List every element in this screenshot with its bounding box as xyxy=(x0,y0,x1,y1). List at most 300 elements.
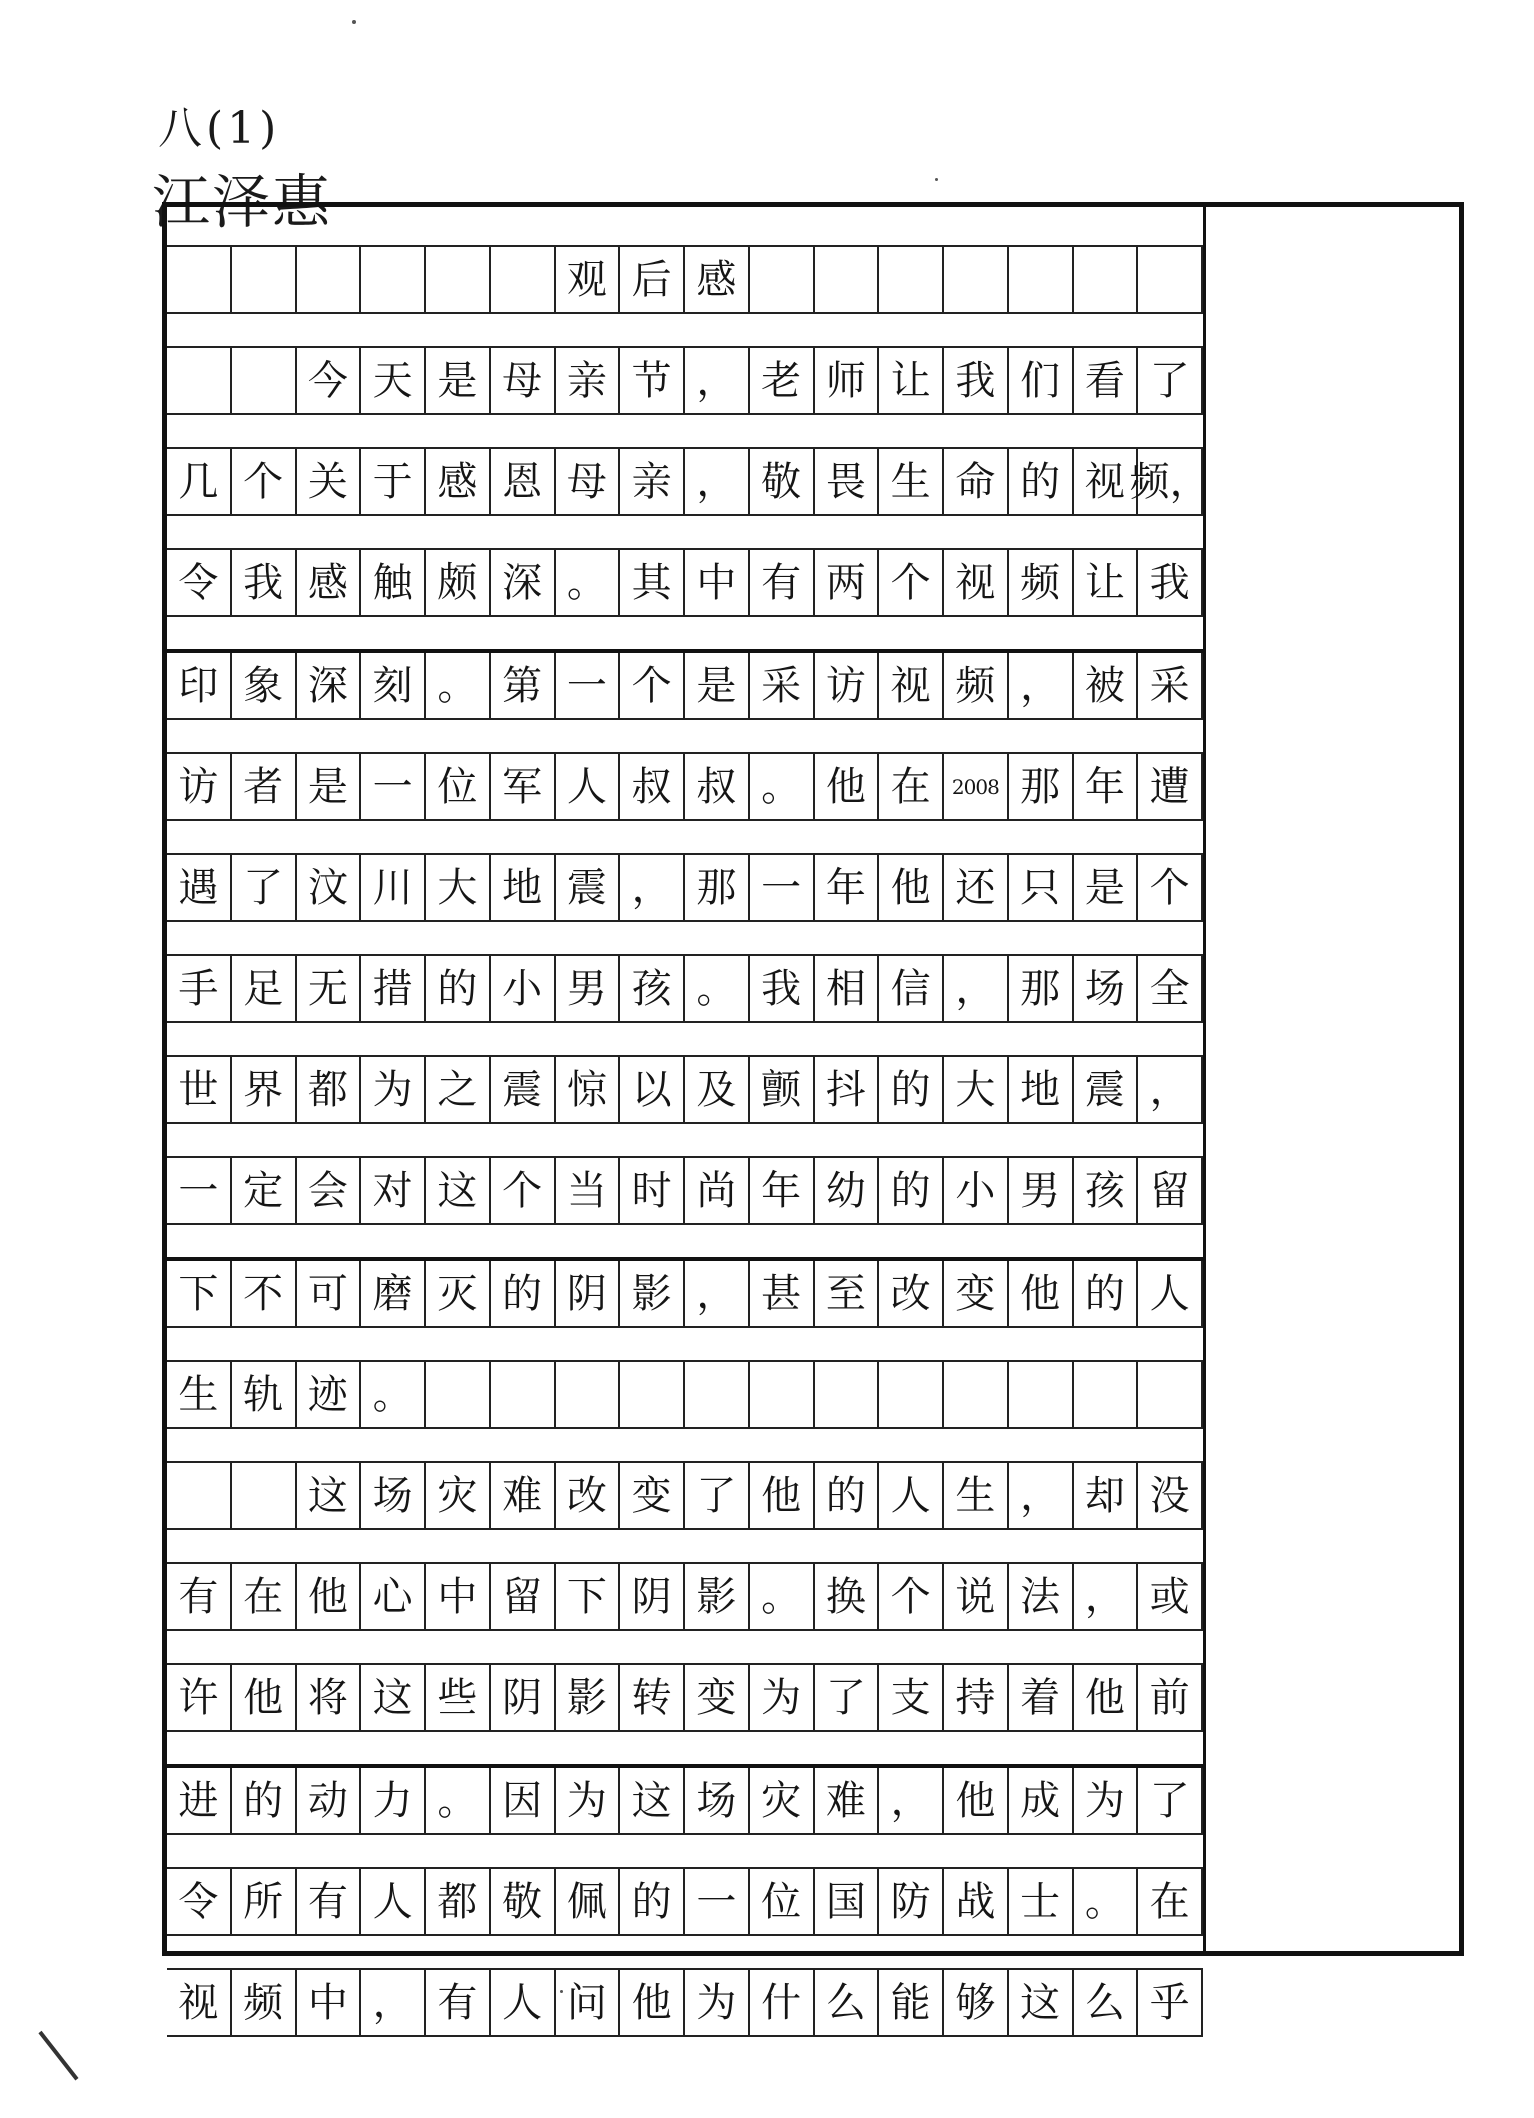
grid-cell: 两 xyxy=(815,550,880,615)
grid-cell: 感 xyxy=(426,449,491,514)
grid-cell: 感 xyxy=(685,247,750,312)
grid-cell: 前 xyxy=(1138,1665,1203,1730)
grid-row xyxy=(167,1764,1203,1835)
grid-cell: 以 xyxy=(620,1057,685,1122)
grid-cell xyxy=(1009,247,1074,312)
grid-cell: 相 xyxy=(815,956,880,1021)
grid-cell: 轨 xyxy=(232,1362,297,1427)
grid-cell: 视 xyxy=(879,653,944,718)
grid-cell: 了 xyxy=(815,1665,880,1730)
grid-cell: 人 xyxy=(491,1970,556,2035)
grid-cell: 他 xyxy=(879,855,944,920)
grid-cell: 着 xyxy=(1009,1665,1074,1730)
grid-cell: ， xyxy=(1138,1057,1203,1122)
grid-cell: 时 xyxy=(620,1158,685,1223)
grid-cell: ， xyxy=(361,1970,426,2035)
grid-cell: 他 xyxy=(944,1768,1009,1833)
grid-cell: 了 xyxy=(232,855,297,920)
grid-cell: 那 xyxy=(1009,754,1074,819)
grid-cell: 的 xyxy=(491,1261,556,1326)
grid-cell: 年 xyxy=(1074,754,1139,819)
grid-cell: 访 xyxy=(815,653,880,718)
grid-cell: 颇 xyxy=(426,550,491,615)
grid-cell: 军 xyxy=(491,754,556,819)
grid-cell: 只 xyxy=(1009,855,1074,920)
grid-cell: 我 xyxy=(1138,550,1203,615)
grid-cell: 大 xyxy=(944,1057,1009,1122)
grid-cell: 我 xyxy=(944,348,1009,413)
grid-cell: 国 xyxy=(815,1869,880,1934)
grid-cell: 2008 xyxy=(944,754,1009,819)
grid-cell: 当 xyxy=(556,1158,621,1223)
grid-cell: 战 xyxy=(944,1869,1009,1934)
grid-cell: 人 xyxy=(361,1869,426,1934)
grid-cell xyxy=(491,1362,556,1427)
grid-cell: ， xyxy=(1074,1564,1139,1629)
grid-cell xyxy=(232,1463,297,1528)
grid-cell: 他 xyxy=(232,1665,297,1730)
grid-cell: 震 xyxy=(491,1057,556,1122)
grid-cell: 迹 xyxy=(297,1362,362,1427)
grid-row xyxy=(167,245,1203,314)
grid-cell xyxy=(491,247,556,312)
grid-cell: 的 xyxy=(1074,1261,1139,1326)
grid-row xyxy=(167,1968,1203,2037)
grid-cell: 叔 xyxy=(620,754,685,819)
grid-cell: 个 xyxy=(232,449,297,514)
grid-cell: 中 xyxy=(426,1564,491,1629)
grid-cell xyxy=(1074,1362,1139,1427)
grid-cell: 亲 xyxy=(620,449,685,514)
grid-cell: ， xyxy=(1009,653,1074,718)
grid-cell: 了 xyxy=(685,1463,750,1528)
grid-cell: 世 xyxy=(167,1057,232,1122)
grid-cell: 印 xyxy=(167,653,232,718)
grid-cell: 下 xyxy=(167,1261,232,1326)
grid-cell xyxy=(1138,247,1203,312)
grid-cell: 场 xyxy=(1074,956,1139,1021)
grid-cell: 几 xyxy=(167,449,232,514)
grid-cell: 阴 xyxy=(556,1261,621,1326)
grid-cell: 看 xyxy=(1074,348,1139,413)
grid-cell: 今 xyxy=(297,348,362,413)
grid-cell: 心 xyxy=(361,1564,426,1629)
grid-cell: 影 xyxy=(620,1261,685,1326)
grid-cell: 可 xyxy=(297,1261,362,1326)
grid-cell: 的 xyxy=(620,1869,685,1934)
grid-cell: 第 xyxy=(491,653,556,718)
grid-cell: 于 xyxy=(361,449,426,514)
grid-cell: 视 xyxy=(944,550,1009,615)
grid-row xyxy=(167,1867,1203,1936)
grid-cell: 孩 xyxy=(620,956,685,1021)
grid-cell xyxy=(426,247,491,312)
grid-cell: 抖 xyxy=(815,1057,880,1122)
grid-cell: 难 xyxy=(815,1768,880,1833)
grid-cell xyxy=(815,247,880,312)
grid-cell: 师 xyxy=(815,348,880,413)
grid-cell: 让 xyxy=(879,348,944,413)
grid-cell: 视 xyxy=(167,1970,232,2035)
grid-cell: 他 xyxy=(1009,1261,1074,1326)
grid-cell: 许 xyxy=(167,1665,232,1730)
grid-cell: 们 xyxy=(1009,348,1074,413)
grid-cell: 老 xyxy=(750,348,815,413)
grid-cell: 灾 xyxy=(426,1463,491,1528)
grid-cell: 佩 xyxy=(556,1869,621,1934)
grid-cell: 有 xyxy=(750,550,815,615)
grid-cell: 频， xyxy=(1138,449,1203,514)
grid-cell: 。 xyxy=(361,1362,426,1427)
grid-row xyxy=(167,447,1210,516)
grid-cell: 震 xyxy=(556,855,621,920)
grid-cell: 敬 xyxy=(491,1869,556,1934)
grid-cell: 的 xyxy=(815,1463,880,1528)
grid-cell: 为 xyxy=(361,1057,426,1122)
grid-cell: 访 xyxy=(167,754,232,819)
grid-cell: 改 xyxy=(556,1463,621,1528)
grid-cell: 进 xyxy=(167,1768,232,1833)
grid-cell: 么 xyxy=(1074,1970,1139,2035)
grid-cell: 命 xyxy=(944,449,1009,514)
grid-cell: 阴 xyxy=(620,1564,685,1629)
grid-cell: 说 xyxy=(944,1564,1009,1629)
grid-cell: 没 xyxy=(1138,1463,1203,1528)
grid-cell: 的 xyxy=(426,956,491,1021)
grid-cell: 男 xyxy=(1009,1158,1074,1223)
grid-cell: 了 xyxy=(1138,348,1203,413)
grid-cell xyxy=(1009,1362,1074,1427)
grid-cell xyxy=(232,247,297,312)
grid-cell: 变 xyxy=(620,1463,685,1528)
grid-row xyxy=(167,1461,1203,1530)
grid-cell: 影 xyxy=(685,1564,750,1629)
grid-row xyxy=(167,1257,1203,1328)
author-name: 江泽惠 xyxy=(152,168,333,236)
grid-cell: 那 xyxy=(685,855,750,920)
grid-cell: 对 xyxy=(361,1158,426,1223)
grid-cell: 他 xyxy=(1074,1665,1139,1730)
grid-cell: ， xyxy=(944,956,1009,1021)
grid-cell xyxy=(297,247,362,312)
grid-cell: 什 xyxy=(750,1970,815,2035)
grid-cell xyxy=(750,1362,815,1427)
grid-cell: 转 xyxy=(620,1665,685,1730)
class-label: 八(1) xyxy=(158,103,281,154)
grid-cell: 改 xyxy=(879,1261,944,1326)
grid-cell: 一 xyxy=(556,653,621,718)
grid-cell: 不 xyxy=(232,1261,297,1326)
pen-stroke-mark xyxy=(38,2031,78,2081)
grid-cell: 人 xyxy=(1138,1261,1203,1326)
grid-cell xyxy=(815,1362,880,1427)
grid-cell: 汶 xyxy=(297,855,362,920)
grid-cell: 法 xyxy=(1009,1564,1074,1629)
grid-cell: 个 xyxy=(491,1158,556,1223)
grid-cell: 个 xyxy=(1138,855,1203,920)
grid-cell xyxy=(879,247,944,312)
grid-cell: ， xyxy=(620,855,685,920)
grid-cell: 川 xyxy=(361,855,426,920)
grid-cell: 难 xyxy=(491,1463,556,1528)
grid-cell: 问 xyxy=(556,1970,621,2035)
grid-cell: 深 xyxy=(297,653,362,718)
grid-cell: 他 xyxy=(297,1564,362,1629)
grid-cell: 有 xyxy=(167,1564,232,1629)
grid-cell: 。 xyxy=(750,1564,815,1629)
grid-cell: 刻 xyxy=(361,653,426,718)
grid-cell: 下 xyxy=(556,1564,621,1629)
grid-cell: 留 xyxy=(1138,1158,1203,1223)
grid-cell: 是 xyxy=(426,348,491,413)
grid-cell: 那 xyxy=(1009,956,1074,1021)
grid-cell: 母 xyxy=(491,348,556,413)
grid-cell: 频 xyxy=(232,1970,297,2035)
grid-cell xyxy=(1138,1362,1203,1427)
grid-cell: 一 xyxy=(750,855,815,920)
grid-cell: 。 xyxy=(426,653,491,718)
margin-divider xyxy=(1203,207,1206,1951)
grid-cell: 后 xyxy=(620,247,685,312)
grid-cell: 令 xyxy=(167,550,232,615)
grid-cell: 全 xyxy=(1138,956,1203,1021)
grid-cell: 视 xyxy=(1074,449,1139,514)
grid-cell: 人 xyxy=(556,754,621,819)
grid-cell: 防 xyxy=(879,1869,944,1934)
grid-cell: 小 xyxy=(491,956,556,1021)
grid-cell: 敬 xyxy=(750,449,815,514)
grid-cell: 将 xyxy=(297,1665,362,1730)
grid-cell: 亲 xyxy=(556,348,621,413)
grid-cell: 采 xyxy=(1138,653,1203,718)
grid-cell: 年 xyxy=(815,855,880,920)
grid-cell: 措 xyxy=(361,956,426,1021)
grid-cell: 会 xyxy=(297,1158,362,1223)
grid-cell: 令 xyxy=(167,1869,232,1934)
grid-cell: 幼 xyxy=(815,1158,880,1223)
grid-cell: 了 xyxy=(1138,1768,1203,1833)
grid-cell: 感 xyxy=(297,550,362,615)
grid-cell: 年 xyxy=(750,1158,815,1223)
grid-cell: 信 xyxy=(879,956,944,1021)
grid-cell: 乎 xyxy=(1138,1970,1203,2035)
grid-row xyxy=(167,548,1203,617)
grid-cell: 甚 xyxy=(750,1261,815,1326)
grid-cell: 。 xyxy=(426,1768,491,1833)
grid-cell xyxy=(750,247,815,312)
grid-row xyxy=(167,853,1203,922)
grid-cell: 中 xyxy=(297,1970,362,2035)
grid-cell xyxy=(944,1362,1009,1427)
grid-cell: 恩 xyxy=(491,449,556,514)
grid-cell: 些 xyxy=(426,1665,491,1730)
grid-row xyxy=(167,752,1203,821)
grid-row xyxy=(167,1360,1203,1429)
grid-cell: 。 xyxy=(685,956,750,1021)
grid-cell: 却 xyxy=(1074,1463,1139,1528)
grid-cell: 无 xyxy=(297,956,362,1021)
grid-cell xyxy=(167,348,232,413)
grid-cell: 生 xyxy=(944,1463,1009,1528)
grid-cell: 为 xyxy=(750,1665,815,1730)
grid-cell: 在 xyxy=(879,754,944,819)
grid-cell: 这 xyxy=(297,1463,362,1528)
grid-cell: 。 xyxy=(750,754,815,819)
grid-cell: 所 xyxy=(232,1869,297,1934)
grid-cell: 母 xyxy=(556,449,621,514)
grid-cell: 一 xyxy=(361,754,426,819)
grid-cell xyxy=(232,348,297,413)
grid-cell: 手 xyxy=(167,956,232,1021)
grid-cell: 其 xyxy=(620,550,685,615)
grid-cell: 个 xyxy=(879,550,944,615)
grid-cell: 阴 xyxy=(491,1665,556,1730)
grid-cell: 为 xyxy=(685,1970,750,2035)
grid-cell: 深 xyxy=(491,550,556,615)
grid-cell: 在 xyxy=(232,1564,297,1629)
grid-cell: 场 xyxy=(685,1768,750,1833)
grid-cell: 都 xyxy=(297,1057,362,1122)
grid-cell: 中 xyxy=(685,550,750,615)
grid-cell: 遇 xyxy=(167,855,232,920)
grid-cell: 成 xyxy=(1009,1768,1074,1833)
writing-grid xyxy=(167,245,1210,2069)
grid-cell: 变 xyxy=(685,1665,750,1730)
grid-cell: 观 xyxy=(556,247,621,312)
grid-cell: 动 xyxy=(297,1768,362,1833)
grid-cell: 界 xyxy=(232,1057,297,1122)
grid-cell: 这 xyxy=(1009,1970,1074,2035)
grid-cell: 小 xyxy=(944,1158,1009,1223)
grid-cell: 大 xyxy=(426,855,491,920)
grid-cell: 持 xyxy=(944,1665,1009,1730)
grid-cell: 触 xyxy=(361,550,426,615)
grid-cell: 是 xyxy=(1074,855,1139,920)
grid-cell: 力 xyxy=(361,1768,426,1833)
grid-cell: 变 xyxy=(944,1261,1009,1326)
grid-cell: 他 xyxy=(620,1970,685,2035)
composition-sheet xyxy=(162,202,1464,2026)
paper-speck xyxy=(935,178,938,181)
grid-cell: 够 xyxy=(944,1970,1009,2035)
grid-cell: 灭 xyxy=(426,1261,491,1326)
grid-cell: 。 xyxy=(1074,1869,1139,1934)
grid-cell: 足 xyxy=(232,956,297,1021)
grid-cell: 颤 xyxy=(750,1057,815,1122)
grid-cell: 士 xyxy=(1009,1869,1074,1934)
grid-cell: 采 xyxy=(750,653,815,718)
grid-cell: 为 xyxy=(1074,1768,1139,1833)
grid-cell: 的 xyxy=(879,1158,944,1223)
grid-cell xyxy=(1074,247,1139,312)
grid-cell: 人 xyxy=(879,1463,944,1528)
grid-row xyxy=(167,1156,1203,1225)
grid-cell: 被 xyxy=(1074,653,1139,718)
grid-cell: 有 xyxy=(426,1970,491,2035)
grid-cell: 象 xyxy=(232,653,297,718)
grid-cell: 留 xyxy=(491,1564,556,1629)
grid-cell: ， xyxy=(879,1768,944,1833)
grid-cell: 灾 xyxy=(750,1768,815,1833)
grid-cell: 能 xyxy=(879,1970,944,2035)
grid-cell: 尚 xyxy=(685,1158,750,1223)
grid-cell: 生 xyxy=(879,449,944,514)
grid-cell: 是 xyxy=(685,653,750,718)
grid-cell: 地 xyxy=(491,855,556,920)
grid-cell: 畏 xyxy=(815,449,880,514)
grid-cell: 的 xyxy=(1009,449,1074,514)
grid-cell xyxy=(167,247,232,312)
grid-cell: 是 xyxy=(297,754,362,819)
grid-cell: 频 xyxy=(944,653,1009,718)
grid-cell: 这 xyxy=(426,1158,491,1223)
grid-cell: 场 xyxy=(361,1463,426,1528)
grid-cell: 及 xyxy=(685,1057,750,1122)
grid-cell: 男 xyxy=(556,956,621,1021)
grid-cell: 为 xyxy=(556,1768,621,1833)
grid-cell: 天 xyxy=(361,348,426,413)
grid-cell xyxy=(361,247,426,312)
grid-cell: 影 xyxy=(556,1665,621,1730)
grid-cell: 这 xyxy=(620,1768,685,1833)
grid-cell: 他 xyxy=(750,1463,815,1528)
grid-cell: 之 xyxy=(426,1057,491,1122)
grid-cell: 位 xyxy=(750,1869,815,1934)
grid-row xyxy=(167,1562,1203,1631)
grid-row xyxy=(167,1663,1203,1732)
grid-cell: 地 xyxy=(1009,1057,1074,1122)
grid-cell: 还 xyxy=(944,855,1009,920)
grid-cell: ， xyxy=(685,1261,750,1326)
grid-cell: ， xyxy=(1009,1463,1074,1528)
paper-speck xyxy=(560,1990,563,1993)
grid-cell: 他 xyxy=(815,754,880,819)
grid-cell: 支 xyxy=(879,1665,944,1730)
grid-cell: 让 xyxy=(1074,550,1139,615)
grid-cell: 都 xyxy=(426,1869,491,1934)
grid-cell: 么 xyxy=(815,1970,880,2035)
grid-cell: 至 xyxy=(815,1261,880,1326)
grid-cell: 震 xyxy=(1074,1057,1139,1122)
grid-cell: 位 xyxy=(426,754,491,819)
grid-cell: 关 xyxy=(297,449,362,514)
grid-cell xyxy=(944,247,1009,312)
grid-cell: 我 xyxy=(750,956,815,1021)
grid-cell: 频 xyxy=(1009,550,1074,615)
grid-cell xyxy=(685,1362,750,1427)
grid-cell: 叔 xyxy=(685,754,750,819)
grid-cell: 节 xyxy=(620,348,685,413)
grid-cell: 惊 xyxy=(556,1057,621,1122)
grid-cell: 生 xyxy=(167,1362,232,1427)
grid-cell: 磨 xyxy=(361,1261,426,1326)
paper-speck xyxy=(352,20,356,24)
grid-cell: 我 xyxy=(232,550,297,615)
grid-row xyxy=(167,649,1203,720)
grid-row xyxy=(167,954,1203,1023)
grid-cell: 遭 xyxy=(1138,754,1203,819)
grid-cell: 。 xyxy=(556,550,621,615)
grid-cell: ， xyxy=(685,348,750,413)
grid-cell: 或 xyxy=(1138,1564,1203,1629)
grid-row xyxy=(167,1055,1203,1124)
grid-cell: 个 xyxy=(879,1564,944,1629)
grid-cell: 的 xyxy=(879,1057,944,1122)
grid-cell xyxy=(879,1362,944,1427)
grid-cell: 换 xyxy=(815,1564,880,1629)
grid-cell: 这 xyxy=(361,1665,426,1730)
grid-cell xyxy=(620,1362,685,1427)
